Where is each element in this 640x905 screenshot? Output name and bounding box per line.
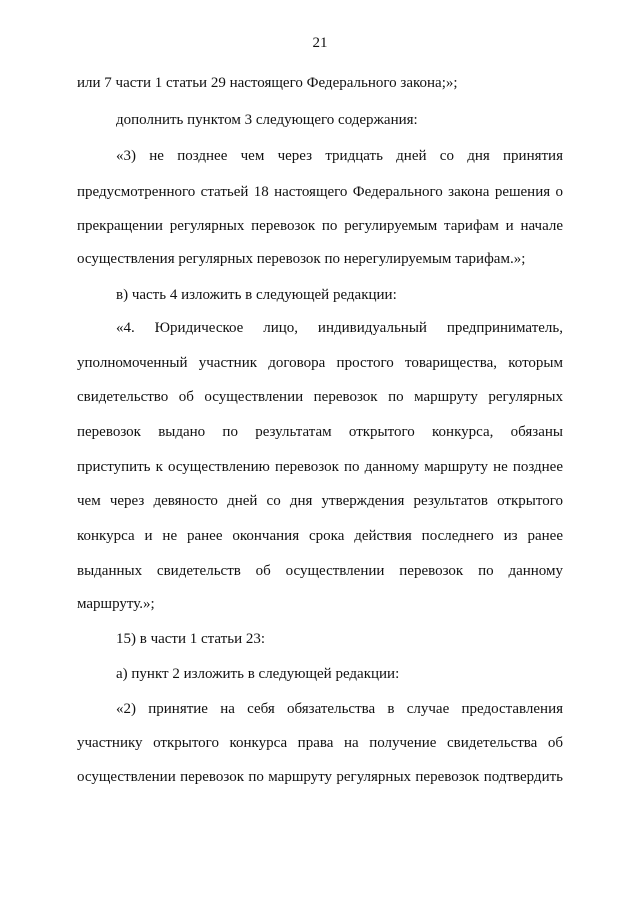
text-line: чем через девяносто дней со дня утверждения результатов открытого [77,493,563,509]
text-line: «2) принятие на себя обязательства в случае предоставления [116,701,563,717]
text-line: или 7 части 1 статьи 29 настоящего Федерального закона;»; [77,75,458,91]
text-line: «4. Юридическое лицо, индивидуальный предприниматель, [116,320,563,336]
text-line: «3) не позднее чем через тридцать дней со дня принятия [116,148,563,164]
text-line: перевозок выдано по результатам открытого конкурса, обязаны [77,424,563,440]
text-line: маршруту.»; [77,596,155,612]
text-line: прекращении регулярных перевозок по регулируемым тарифам и начале [77,218,563,234]
text-line: выданных свидетельств об осуществлении перевозок по данному [77,563,563,579]
text-line: конкурса и не ранее окончания срока действия последнего из ранее [77,528,563,544]
text-line: уполномоченный участник договора простого товарищества, которым [77,355,563,371]
text-line: свидетельство об осуществлении перевозок по маршруту регулярных [77,389,563,405]
text-line: осуществления регулярных перевозок по нерегулируемым тарифам.»; [77,251,526,267]
text-line: участнику открытого конкурса права на получение свидетельства об [77,735,563,751]
text-line: дополнить пунктом 3 следующего содержания: [116,112,418,128]
text-line: предусмотренного статьей 18 настоящего Федерального закона решения о [77,184,563,200]
page-number: 21 [312,35,328,51]
text-line: осуществлении перевозок по маршруту регулярных перевозок подтвердить [77,769,563,785]
text-line: в) часть 4 изложить в следующей редакции: [116,287,397,303]
text-line: приступить к осуществлению перевозок по данному маршруту не позднее [77,459,563,475]
text-line: а) пункт 2 изложить в следующей редакции: [116,666,400,682]
text-line: 15) в части 1 статьи 23: [116,631,266,647]
